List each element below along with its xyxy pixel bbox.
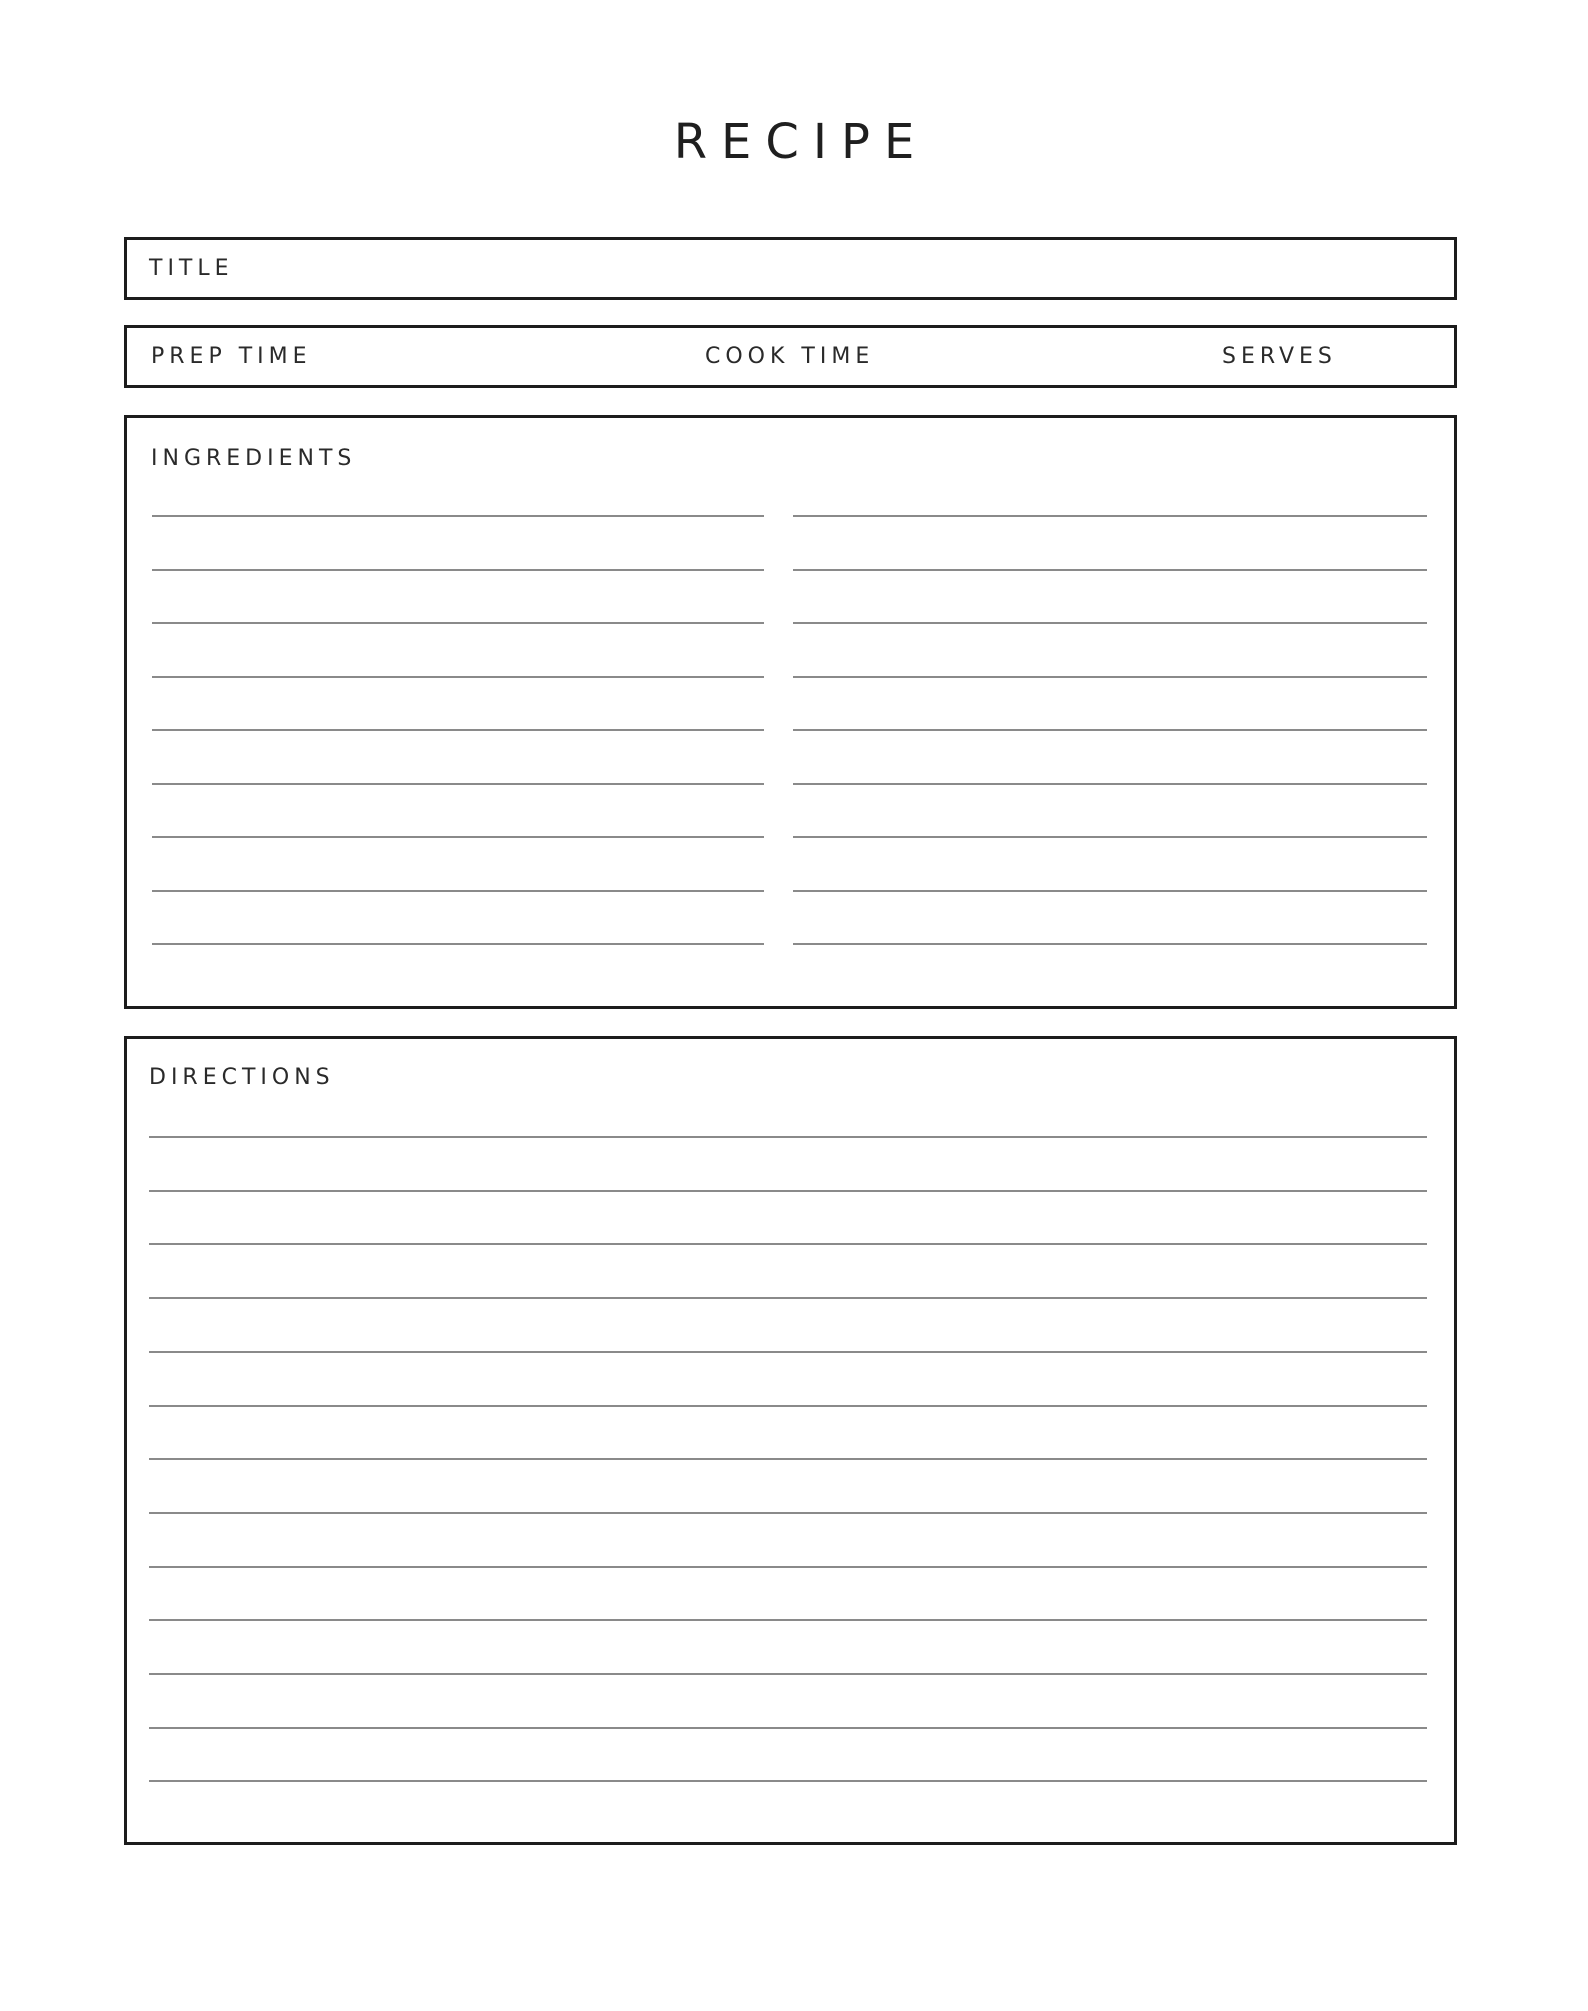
ingredient-line[interactable]: [152, 836, 764, 838]
direction-line[interactable]: [149, 1351, 1427, 1353]
ingredient-line[interactable]: [793, 890, 1427, 892]
title-field[interactable]: [124, 237, 1457, 300]
directions-section: [124, 1036, 1457, 1845]
direction-line[interactable]: [149, 1136, 1427, 1138]
cook-time-label: COOK TIME: [705, 344, 875, 369]
ingredient-line[interactable]: [793, 676, 1427, 678]
ingredient-line[interactable]: [793, 836, 1427, 838]
ingredient-line[interactable]: [152, 622, 764, 624]
prep-time-label: PREP TIME: [151, 344, 312, 369]
ingredients-section: [124, 415, 1457, 1009]
ingredient-line[interactable]: [793, 729, 1427, 731]
title-label: TITLE: [149, 256, 234, 281]
ingredient-line[interactable]: [152, 783, 764, 785]
ingredient-line[interactable]: [793, 943, 1427, 945]
direction-line[interactable]: [149, 1458, 1427, 1460]
ingredient-line[interactable]: [152, 729, 764, 731]
direction-line[interactable]: [149, 1619, 1427, 1621]
page-title: RECIPE: [673, 114, 929, 170]
ingredient-line[interactable]: [793, 515, 1427, 517]
direction-line[interactable]: [149, 1405, 1427, 1407]
direction-line[interactable]: [149, 1727, 1427, 1729]
ingredient-line[interactable]: [152, 569, 764, 571]
ingredient-line[interactable]: [152, 676, 764, 678]
direction-line[interactable]: [149, 1780, 1427, 1782]
ingredient-line[interactable]: [793, 569, 1427, 571]
direction-line[interactable]: [149, 1190, 1427, 1192]
direction-line[interactable]: [149, 1512, 1427, 1514]
direction-line[interactable]: [149, 1243, 1427, 1245]
ingredient-line[interactable]: [152, 890, 764, 892]
ingredients-label: INGREDIENTS: [151, 446, 357, 471]
ingredient-line[interactable]: [152, 943, 764, 945]
direction-line[interactable]: [149, 1297, 1427, 1299]
direction-line[interactable]: [149, 1673, 1427, 1675]
direction-line[interactable]: [149, 1566, 1427, 1568]
directions-label: DIRECTIONS: [149, 1065, 335, 1090]
ingredient-line[interactable]: [152, 515, 764, 517]
ingredient-line[interactable]: [793, 783, 1427, 785]
times-row: [124, 325, 1457, 388]
serves-label: SERVES: [1222, 344, 1337, 369]
ingredient-line[interactable]: [793, 622, 1427, 624]
